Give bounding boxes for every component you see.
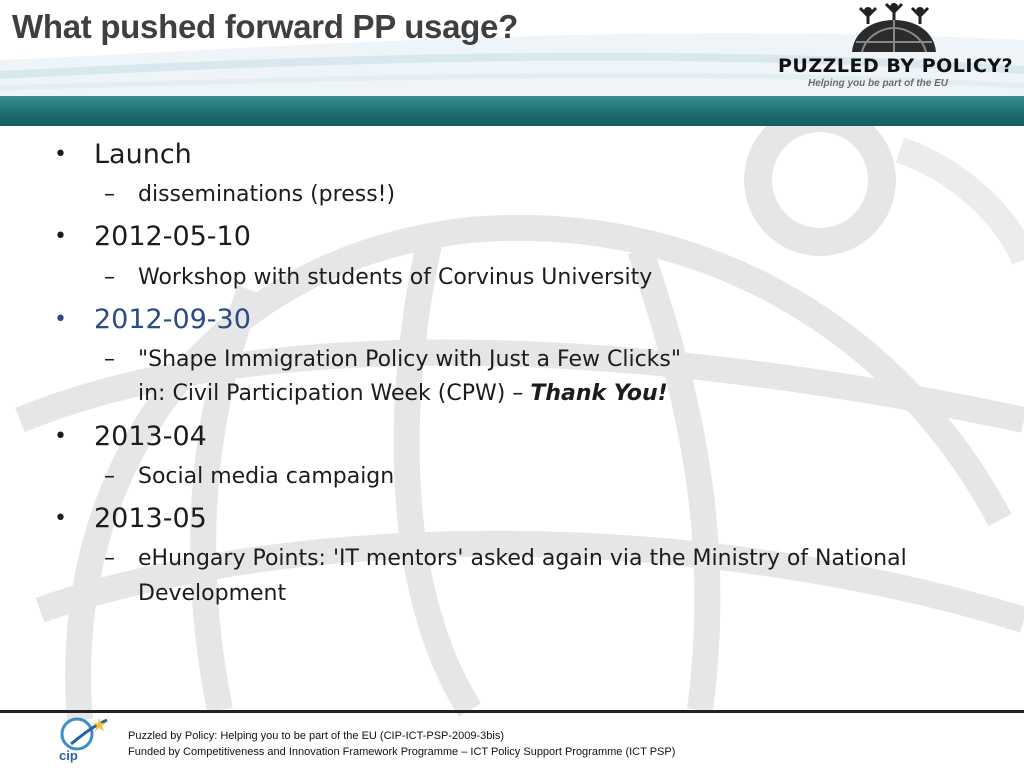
sub-bullet-text: Workshop with students of Corvinus University bbox=[138, 264, 653, 290]
logo-wordmark: PUZZLED BY POLICY? bbox=[778, 55, 1014, 77]
logo-tagline: Helping you be part of the EU bbox=[808, 78, 949, 89]
bullet-label: 2012-09-30 bbox=[94, 303, 251, 335]
sub-bullet-item bbox=[52, 261, 972, 295]
cip-logo bbox=[57, 714, 113, 764]
sub-bullet-item bbox=[52, 542, 972, 610]
bullet-label: 2013-05 bbox=[94, 503, 207, 535]
bullet-item-highlighted bbox=[52, 304, 972, 336]
bullet-dot-icon: • bbox=[54, 142, 67, 167]
sub-bullet-item bbox=[52, 178, 972, 212]
sub-bullet-text: "Shape Immigration Policy with Just a Few Clicks" bbox=[138, 347, 681, 373]
sub-bullet-item bbox=[52, 460, 972, 494]
bullet-dot-icon: • bbox=[54, 224, 67, 250]
dash-icon: – bbox=[104, 347, 115, 373]
footer-line-1: Puzzled by Policy: Helping you to be part of the EU (CIP-ICT-PSP-2009-3bis) bbox=[128, 730, 505, 742]
bullet-label: 2013-04 bbox=[94, 420, 207, 452]
sub-bullet-item bbox=[52, 343, 972, 411]
bullet-item bbox=[52, 139, 972, 171]
sub-bullet-text-cont: Development bbox=[138, 580, 287, 606]
bullet-item bbox=[52, 421, 972, 453]
bullet-label: Launch bbox=[94, 139, 192, 170]
bullet-dot-icon: • bbox=[54, 506, 67, 532]
thank-you-emphasis: Thank You! bbox=[530, 381, 668, 407]
globe-figures-icon bbox=[844, 2, 944, 54]
footer-text bbox=[128, 728, 675, 760]
footer-line-2: Funded by Competitiveness and Innovation Framework Programme – ICT Policy Support Programme (ICT PSP) bbox=[128, 746, 676, 758]
bullet-item bbox=[52, 221, 972, 253]
footer-divider bbox=[0, 710, 1024, 713]
slide-title: What pushed forward PP usage? bbox=[12, 8, 518, 45]
sub-bullet-text: disseminations (press!) bbox=[138, 182, 396, 208]
bullet-label: 2012-05-10 bbox=[94, 221, 251, 253]
sub-bullet-text: Social media campaign bbox=[138, 463, 395, 489]
dash-icon: – bbox=[104, 264, 115, 290]
bullet-dot-icon: • bbox=[54, 423, 67, 449]
sub-bullet-text: eHungary Points: 'IT mentors' asked again via the Ministry of National bbox=[138, 546, 907, 572]
dash-icon: – bbox=[104, 546, 115, 572]
slide-header bbox=[0, 0, 1024, 96]
cip-logo-text: cip bbox=[59, 748, 78, 763]
slide-body bbox=[52, 130, 972, 611]
dash-icon: – bbox=[104, 182, 115, 208]
puzzled-by-policy-logo bbox=[774, 2, 1018, 94]
bullet-item bbox=[52, 503, 972, 535]
sub-bullet-text-cont: in: Civil Participation Week (CPW) – bbox=[138, 381, 531, 407]
bullet-dot-icon: • bbox=[54, 306, 67, 332]
header-accent-bar bbox=[0, 96, 1024, 126]
dash-icon: – bbox=[104, 463, 115, 489]
